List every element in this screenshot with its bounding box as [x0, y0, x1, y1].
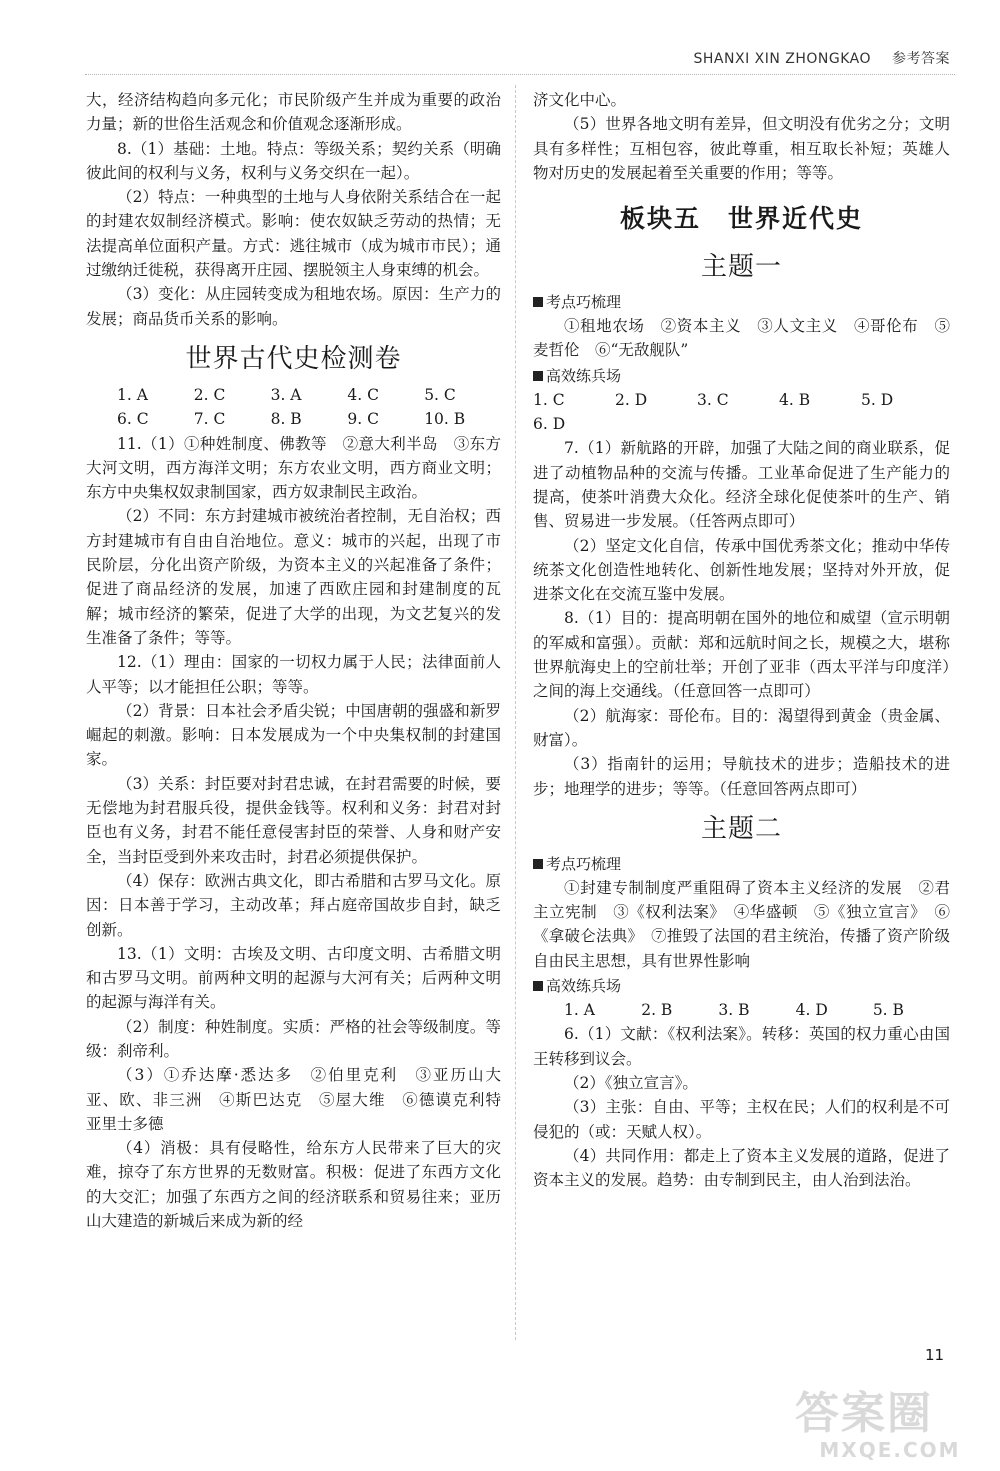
mc-answer: 10. B	[424, 410, 466, 429]
mc-answer: 3. A	[270, 385, 302, 404]
mc-answer: 2. C	[193, 385, 226, 404]
mc-answer: 4. D	[795, 1001, 828, 1020]
mc-answers-row	[533, 412, 950, 436]
test-title: 世界古代史检测卷	[185, 343, 402, 374]
answer-q8-1: 8.（1）目的：提高明朝在国外的地位和威望（宣示明朝的军威和富强）。贡献：郑和远航时间之长，规模之大，堪称世界航海史上的空前壮举；开创了亚非（西太平洋与印度洋）之间的海上交通线。（任意回答一点即可）	[533, 609, 950, 701]
topic-title: 主题一	[700, 252, 782, 283]
mc-answer: 5. B	[872, 1001, 904, 1020]
key-points: ①租地农场 ②资本主义 ③人文主义 ④哥伦布 ⑤麦哲伦 ⑥“无敌舰队”	[533, 317, 950, 360]
mc-answer: 6. D	[533, 415, 566, 434]
watermark-logo	[795, 1390, 985, 1460]
header-section: 参考答案	[892, 51, 950, 67]
answer-q8-3: （3）指南针的运用；导航技术的进步；造船技术的进步；地理学的进步；等等。（任意回答两点即可）	[533, 755, 950, 798]
answer-q12-3: （3）关系：封臣要对封君忠诚，在封君需要的时候，要无偿地为封君服兵役，提供金钱等。权利和义务：封君对封臣也有义务，封君不能任意侵害封臣的荣誉、人身和财产安全，当封臣受到外来攻击时，封君必须提供保护。	[86, 774, 501, 866]
mc-answer: 4. B	[779, 390, 811, 409]
mc-answer: 1. A	[564, 1001, 595, 1020]
answer-q8-2: （2）特点：一种典型的土地与人身依附关系结合在一起的封建农奴制经济模式。影响：使农奴缺乏劳动的热情；无法提高单位面积产量。方式：逃往城市（成为城市市民）；通过缴纳迁徙税，获得离开庄园、摆脱领主人身束缚的机会。	[86, 188, 501, 280]
mc-answer: 9. C	[347, 410, 379, 429]
answer-q11-2: （2）不同：东方封建城市被统治者控制，无自治权；西方封建城市有自由自治地位。意义：城市的兴起，出现了市民阶层，分化出资产阶级，为资本主义的兴起准备了条件；促进了商品经济的发展，加速了西欧庄园和封建制度的瓦解；城市经济的繁荣，促进了大学的出现，为文艺复兴的发生准备了条件；等等。	[86, 507, 501, 647]
answer-q6-1: 6.（1）文献：《权利法案》。转移：英国的权力重心由国王转移到议会。	[533, 1025, 950, 1068]
right-column	[533, 88, 950, 1192]
answer-text: 济文化中心。	[533, 91, 627, 109]
answer-q7-1: 7.（1）新航路的开辟，加强了大陆之间的商业联系，促进了动植物品种的交流与传播。工业革命促进了生产能力的提高，使茶叶消费大众化。经济全球化促使茶叶的生产、销售、贸易进一步发展。（任答两点即可）	[533, 439, 950, 531]
answer-q13-5: （5）世界各地文明有差异，但文明没有优劣之分；文明具有多样性；互相包容，彼此尊重，相互取长补短；英雄人物对历史的发展起着至关重要的作用；等等。	[533, 115, 950, 182]
left-column	[86, 88, 517, 1233]
header-series: SHANXI XIN ZHONGKAO	[693, 51, 872, 67]
topic-title: 主题二	[700, 813, 782, 844]
block-title: 板块五 世界近代史	[619, 204, 863, 234]
answer-q13-4: （4）消极：具有侵略性，给东方人民带来了巨大的灾难，掠夺了东方世界的无数财富。积极：促进了东西方文化的大交汇；加强了东西方之间的经济联系和贸易往来；亚历山大建造的新城后来成为新的经	[86, 1139, 501, 1231]
mc-answer: 8. B	[270, 410, 302, 429]
answer-q7-2: （2）坚定文化自信，传承中国优秀茶文化；推动中华传统茶文化创造性地转化、创新性地发展；坚持对外开放，促进茶文化在交流互鉴中发展。	[533, 536, 950, 604]
mc-answer: 6. C	[117, 410, 149, 429]
mc-answer: 2. D	[615, 390, 648, 409]
mc-answer: 3. B	[718, 1001, 750, 1020]
header-rule	[85, 74, 955, 75]
running-header	[650, 48, 950, 74]
key-points: ①封建专制制度严重阻碍了资本主义经济的发展 ②君主立宪制 ③《权利法案》 ④华盛顿 ⑤《独立宣言》 ⑥《拿破仑法典》 ⑦推毁了法国的君主统治，传播了资产阶级自由民主思想，具有世界性影响	[533, 878, 950, 970]
answer-text: 大，经济结构趋向多元化；市民阶级产生并成为重要的政治力量；新的世俗生活观念和价值观念逐渐形成。	[86, 91, 501, 134]
answer-q6-4: （4）共同作用：都走上了资本主义发展的道路，促进了资本主义的发展。趋势：由专制到民主，由人治到法治。	[533, 1146, 950, 1190]
mc-answers-row	[533, 998, 950, 1022]
mc-answer: 7. C	[193, 410, 226, 429]
mc-answer: 5. C	[424, 385, 456, 404]
column-divider	[515, 85, 516, 1340]
mc-answer: 5. D	[861, 390, 894, 409]
answer-q6-3: （3）主张：自由、平等；主权在民；人们的权利是不可侵犯的（或：天赋人权）。	[533, 1098, 950, 1141]
section-label: 高效练兵场	[533, 975, 950, 998]
mc-answers-row-1	[86, 383, 501, 407]
section-label: 考点巧梳理	[533, 853, 950, 876]
answer-q13-2: （2）制度：种姓制度。实质：严格的社会等级制度。等级：刹帝利。	[86, 1017, 501, 1060]
answer-q12-4: （4）保存：欧洲古典文化，即古希腊和古罗马文化。原因：日本善于学习，主动改革；拜占庭帝国故步自封，缺乏创新。	[86, 871, 501, 939]
answer-q8-1: 8.（1）基础：土地。特点：等级关系；契约关系（明确彼此间的权利与义务，权利与义务交织在一起）。	[86, 139, 501, 182]
section-label: 高效练兵场	[533, 365, 950, 388]
watermark-url: MXQE.COM	[819, 1438, 961, 1462]
answer-q12-1: 12.（1）理由：国家的一切权力属于人民；法律面前人人平等；以才能担任公职；等等。	[86, 653, 501, 696]
answer-q8-2: （2）航海家：哥伦布。目的：渴望得到黄金（贵金属、财富）。	[533, 706, 950, 749]
answer-q8-3: （3）变化：从庄园转变成为租地农场。原因：生产力的发展；商品货币关系的影响。	[86, 285, 501, 328]
answer-q12-2: （2）背景：日本社会矛盾尖锐；中国唐朝的强盛和新罗崛起的刺激。影响：日本发展成为一个中央集权制的封建国家。	[86, 701, 501, 769]
mc-answer: 2. B	[641, 1001, 673, 1020]
mc-answer: 3. C	[697, 390, 729, 409]
answer-q13-1: 13.（1）文明：古埃及文明、古印度文明、古希腊文明和古罗马文明。前两种文明的起源与大河有关；后两种文明的起源与海洋有关。	[86, 944, 501, 1012]
section-label: 考点巧梳理	[533, 291, 950, 314]
mc-answer: 1. C	[533, 390, 565, 409]
watermark-text: 答案圈	[795, 1388, 933, 1439]
mc-answer: 1. A	[117, 385, 148, 404]
answer-q13-3: （3）①乔达摩·悉达多 ②伯里克利 ③亚历山大 亚、欧、非三洲 ④斯巴达克 ⑤屋大维 ⑥德谟克利特 亚里士多德	[86, 1066, 517, 1133]
answer-q6-2: （2）《独立宣言》。	[564, 1073, 698, 1092]
mc-answers-row-2	[86, 407, 501, 431]
mc-answers-row	[533, 388, 950, 412]
mc-answer: 4. C	[347, 385, 379, 404]
answer-q11-1: 11.（1）①种姓制度、佛教等 ②意大利半岛 ③东方大河文明，西方海洋文明；东方农业文明，西方商业文明；东方中央集权奴隶制国家，西方奴隶制民主政治。	[86, 434, 501, 502]
page-number: 11	[925, 1346, 945, 1364]
